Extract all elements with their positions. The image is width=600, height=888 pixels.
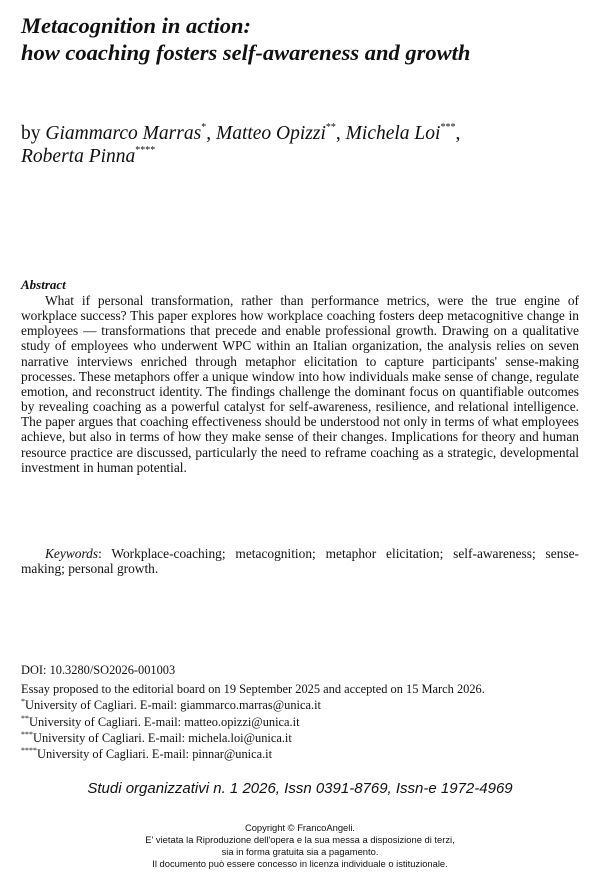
journal-citation: Studi organizzativi n. 1 2026, Issn 0391-8769, Issn-e 1972-4969	[87, 780, 513, 797]
abstract-body: What if personal transformation, rather than performance metrics, were the true engine of workplace success? This paper explores how workplace coaching fosters deep metacognitive change in employees — transformations that precede and enable professional growth. Drawing on a qualitative study of employees who underwent WPC within an Italian organization, the analysis relies on seven narrative interviews enriched through metaphor elicitation to capture participants' sense-making processes. These metaphors offer a unique window into how individuals make sense of change, regulate emotion, and reconstruct identity. The findings challenge the dominant focus on quantifiable outcomes by revealing coaching as a powerful catalyst for self-awareness, resilience, and relational intelligence. The paper argues that coaching effectiveness should be understood not only in terms of what employees achieve, but also in terms of how they make sense of their changes. Implications for theory and human resource practice are discussed, particularly the need to reframe coaching as a strategic, developmental investment in human potential.	[21, 293, 579, 475]
author-mark: **	[325, 122, 336, 133]
footnote-affiliation	[21, 747, 272, 762]
paper-title	[21, 12, 591, 66]
footnote-text: University of Cagliari. E-mail: giammarco.marras@unica.it	[25, 698, 321, 712]
footnote-mark: **	[21, 714, 29, 723]
footnote-text: University of Cagliari. E-mail: michela.loi@unica.it	[33, 731, 292, 745]
author-list: by Giammarco Marras*, Matteo Opizzi**, Michela Loi***, Roberta Pinna****	[21, 122, 461, 167]
footnote-text: University of Cagliari. E-mail: pinnar@unica.it	[37, 747, 273, 761]
copyright-notice	[0, 822, 600, 870]
footnote-mark: *	[21, 697, 25, 706]
doi-line: DOI: 10.3280/SO2026-001003	[21, 663, 176, 677]
title-line-2: how coaching fosters self-awareness and growth	[21, 40, 471, 65]
footnote-mark: ***	[21, 730, 33, 739]
essay-note: Essay proposed to the editorial board on 19 September 2025 and accepted on 15 March 2026.	[21, 682, 485, 696]
keywords-label: Keywords	[45, 546, 99, 561]
copyright-line: Il documento può essere concesso in licenza individuale o istituzionale.	[152, 858, 448, 869]
author-mark: *	[201, 122, 207, 133]
author-name: Roberta Pinna	[21, 146, 136, 167]
copyright-line: Copyright © FrancoAngeli.	[244, 822, 356, 833]
footnote-mark: ****	[21, 746, 37, 755]
author-name: Michela Loi	[345, 123, 441, 144]
copyright-line: E' vietata la Riproduzione dell'opera e la sua messa a disposizione di terzi,	[145, 834, 455, 845]
copyright-line: sia in forma gratuita sia a pagamento.	[221, 846, 379, 857]
keywords-text: : Workplace-coaching; metacognition; metaphor elicitation; self-awareness; sense-making; personal growth.	[21, 546, 579, 577]
footnote-affiliation	[21, 715, 300, 730]
author-mark: ****	[135, 145, 156, 156]
title-line-1: Metacognition in action:	[21, 13, 252, 38]
author-mark: ***	[440, 122, 456, 133]
footnote-affiliation	[21, 698, 321, 713]
keywords-paragraph	[21, 546, 579, 576]
footnote-text: University of Cagliari. E-mail: matteo.opizzi@unica.it	[29, 715, 300, 729]
author-name: Giammarco Marras	[45, 123, 202, 144]
footnote-affiliation	[21, 731, 292, 746]
author-name: Matteo Opizzi	[215, 123, 326, 144]
abstract-heading: Abstract	[21, 277, 66, 292]
by-label: by	[21, 123, 41, 144]
